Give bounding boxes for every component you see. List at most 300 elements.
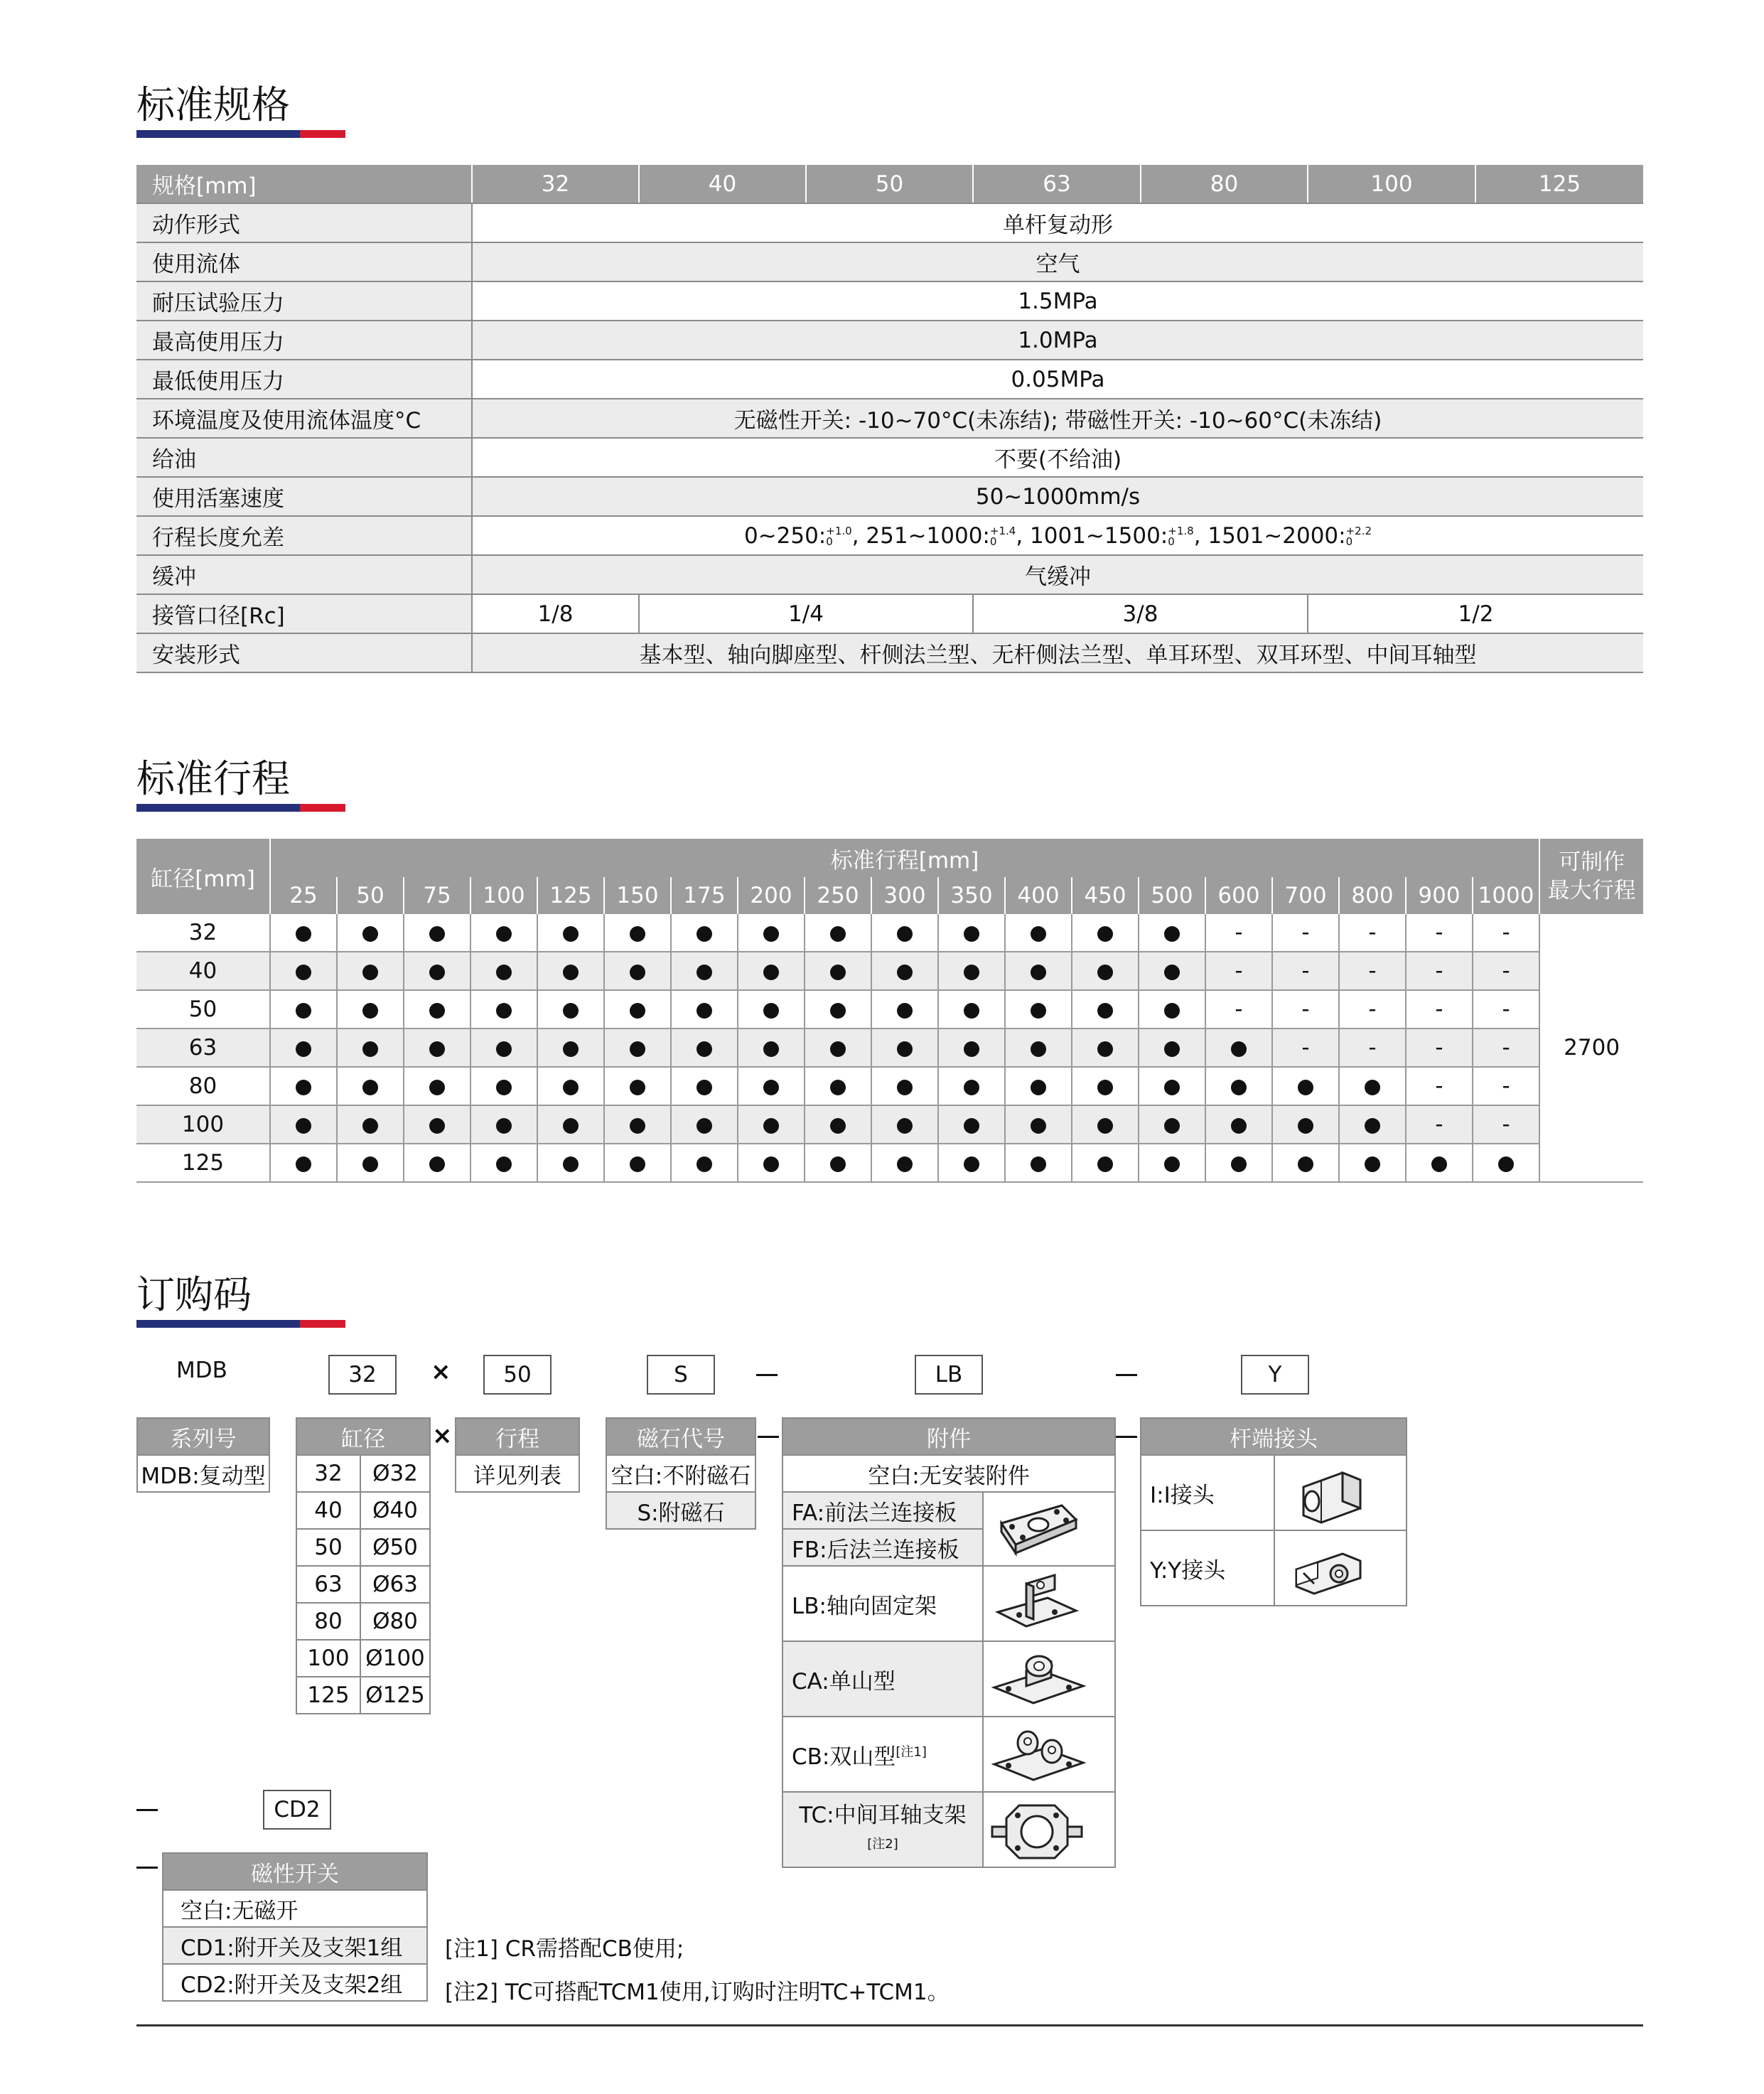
bore-code: 63 bbox=[296, 1566, 360, 1603]
stroke-available-dot bbox=[337, 1105, 404, 1144]
stroke-available-dot bbox=[604, 952, 671, 990]
stroke-available-dot bbox=[671, 1144, 738, 1182]
dot-icon bbox=[563, 1118, 579, 1134]
stroke-available-dot bbox=[738, 1029, 805, 1067]
port-value: 1/2 bbox=[1308, 594, 1643, 633]
stroke-available-dot bbox=[404, 1029, 470, 1067]
std-stroke-header: 标准行程[mm] bbox=[270, 839, 1539, 877]
dot-icon bbox=[1031, 965, 1046, 980]
spec-label: 安装形式 bbox=[136, 633, 472, 672]
dot-icon bbox=[964, 1156, 979, 1172]
dot-icon bbox=[429, 1118, 445, 1134]
dot-icon bbox=[1097, 1118, 1113, 1134]
stroke-col-header: 100 bbox=[470, 877, 537, 914]
acc-item-label: CB:双山型 bbox=[792, 1744, 896, 1770]
stroke-col-header: 25 bbox=[270, 877, 337, 914]
dot-icon bbox=[1365, 1156, 1380, 1172]
stroke-available-dot bbox=[337, 990, 404, 1029]
spec-row bbox=[136, 633, 1643, 672]
spec-label: 使用活塞速度 bbox=[136, 477, 472, 516]
stroke-available-dot bbox=[537, 952, 604, 990]
dot-icon bbox=[1298, 1156, 1313, 1172]
magnet-row: 空白:不附磁石 bbox=[606, 1455, 755, 1492]
stroke-available-dot bbox=[938, 952, 1005, 990]
acc-blank: 空白:无安装附件 bbox=[782, 1455, 1115, 1492]
stroke-available-dot bbox=[337, 1029, 404, 1067]
dot-icon bbox=[697, 1041, 712, 1057]
dot-icon bbox=[496, 1156, 512, 1172]
switch-row: 空白:无磁开 bbox=[163, 1890, 427, 1927]
stroke-available-dot bbox=[270, 1029, 337, 1067]
switch-row: CD2:附开关及支架2组 bbox=[163, 1964, 427, 2001]
dot-icon bbox=[763, 1156, 779, 1172]
acc-item bbox=[782, 1792, 983, 1867]
tol-lower: 0 bbox=[1168, 535, 1175, 548]
dot-icon bbox=[763, 1003, 779, 1019]
stroke-available-dot bbox=[470, 1029, 537, 1067]
dot-icon bbox=[1164, 965, 1180, 980]
stroke-available-dot bbox=[738, 1144, 805, 1182]
stroke-unavailable: - bbox=[1205, 990, 1272, 1029]
stroke-available-dot bbox=[1473, 1144, 1539, 1182]
dot-icon bbox=[830, 1080, 846, 1095]
stroke-available-dot bbox=[337, 914, 404, 952]
stroke-unavailable: - bbox=[1339, 952, 1406, 990]
stroke-available-dot bbox=[1272, 1067, 1339, 1105]
spec-bore-cell: 125 bbox=[1475, 165, 1643, 203]
stroke-unavailable: - bbox=[1205, 914, 1272, 952]
stroke-available-dot bbox=[604, 1029, 671, 1067]
stroke-available-dot bbox=[604, 914, 671, 952]
stroke-available-dot bbox=[805, 1144, 871, 1182]
dot-icon bbox=[897, 965, 913, 980]
stroke-col-header: 250 bbox=[805, 877, 871, 914]
spec-row bbox=[136, 516, 1643, 555]
stroke-available-dot bbox=[1072, 1067, 1139, 1105]
stroke-available-dot bbox=[604, 1105, 671, 1144]
stroke-available-dot bbox=[470, 1105, 537, 1144]
tol-range: , 1001~1500: bbox=[1016, 522, 1168, 549]
stroke-available-dot bbox=[1205, 1105, 1272, 1144]
dot-icon bbox=[1097, 1080, 1113, 1095]
dot-icon bbox=[362, 1080, 378, 1095]
dot-icon bbox=[763, 1118, 779, 1134]
spec-row bbox=[136, 477, 1643, 516]
foot-bracket-icon bbox=[983, 1566, 1115, 1641]
spec-value: 无磁性开关: -10~70°C(未冻结); 带磁性开关: -10~60°C(未冻结) bbox=[472, 399, 1643, 438]
max-header-line: 最大行程 bbox=[1547, 878, 1636, 903]
stroke-available-dot bbox=[1005, 952, 1072, 990]
tol-lower: 0 bbox=[826, 535, 833, 548]
dot-icon bbox=[1164, 1080, 1180, 1095]
dot-icon bbox=[630, 1003, 645, 1019]
tol-range: , 251~1000: bbox=[851, 522, 990, 549]
stroke-unavailable: - bbox=[1406, 1105, 1473, 1144]
stroke-available-dot bbox=[1005, 1029, 1072, 1067]
dot-icon bbox=[496, 1003, 512, 1019]
spec-value: 单杆复动形 bbox=[472, 203, 1643, 242]
magnet-row: S:附磁石 bbox=[606, 1492, 755, 1529]
dot-icon bbox=[697, 965, 712, 980]
stroke-available-dot bbox=[537, 1067, 604, 1105]
stroke-available-dot bbox=[470, 990, 537, 1029]
order-stroke-value: 详见列表 bbox=[456, 1455, 579, 1492]
bore-code: 125 bbox=[296, 1677, 360, 1714]
spec-row bbox=[136, 594, 1643, 633]
dot-icon bbox=[697, 926, 712, 942]
rod-item: I:I接头 bbox=[1141, 1455, 1274, 1530]
stroke-col-header: 125 bbox=[537, 877, 604, 914]
stroke-available-dot bbox=[404, 952, 470, 990]
acc-dash bbox=[758, 1436, 779, 1438]
spec-label: 接管口径[Rc] bbox=[136, 594, 472, 633]
stroke-col-header: 500 bbox=[1139, 877, 1205, 914]
stroke-col-header: 900 bbox=[1406, 877, 1473, 914]
dot-icon bbox=[1231, 1041, 1247, 1057]
dot-icon bbox=[763, 965, 779, 980]
spec-label: 缓冲 bbox=[136, 555, 472, 594]
magnet-table bbox=[606, 1417, 756, 1530]
acc-note: [注2] bbox=[867, 1836, 898, 1852]
dot-icon bbox=[897, 1041, 913, 1057]
stroke-available-dot bbox=[805, 952, 871, 990]
dot-icon bbox=[763, 926, 779, 942]
stroke-available-dot bbox=[270, 990, 337, 1029]
stroke-unavailable: - bbox=[1339, 990, 1406, 1029]
dot-icon bbox=[362, 926, 378, 942]
spec-label: 给油 bbox=[136, 438, 472, 477]
code-times: × bbox=[431, 1358, 451, 1386]
dot-icon bbox=[1031, 1003, 1046, 1019]
note-1: [注1] CR需搭配CB使用; bbox=[445, 1936, 684, 1962]
stroke-available-dot bbox=[270, 1144, 337, 1182]
dot-icon bbox=[1031, 1156, 1046, 1172]
acc-item: FB:后法兰连接板 bbox=[782, 1529, 983, 1566]
stroke-bore: 80 bbox=[136, 1067, 270, 1105]
stroke-unavailable: - bbox=[1473, 1105, 1539, 1144]
stroke-unavailable: - bbox=[1406, 1067, 1473, 1105]
y-joint-icon bbox=[1274, 1530, 1407, 1606]
stroke-unavailable: - bbox=[1272, 990, 1339, 1029]
stroke-available-dot bbox=[738, 1067, 805, 1105]
dot-icon bbox=[1298, 1118, 1313, 1134]
port-value: 1/8 bbox=[472, 594, 639, 633]
stroke-available-dot bbox=[1139, 1067, 1205, 1105]
stroke-unavailable: - bbox=[1272, 1029, 1339, 1067]
dot-icon bbox=[1031, 1118, 1046, 1134]
stroke-available-dot bbox=[1005, 914, 1072, 952]
dot-icon bbox=[697, 1003, 712, 1019]
dot-icon bbox=[897, 1003, 913, 1019]
dot-icon bbox=[296, 965, 311, 980]
stroke-available-dot bbox=[1139, 1105, 1205, 1144]
dot-icon bbox=[630, 926, 645, 942]
section-underline bbox=[136, 804, 345, 812]
stroke-available-dot bbox=[871, 952, 938, 990]
dot-icon bbox=[1164, 1041, 1180, 1057]
code-stroke-box: 50 bbox=[483, 1355, 552, 1395]
stroke-available-dot bbox=[404, 990, 470, 1029]
stroke-available-dot bbox=[805, 914, 871, 952]
acc-item: FA:前法兰连接板 bbox=[782, 1492, 983, 1529]
dot-icon bbox=[964, 1118, 979, 1134]
dot-icon bbox=[563, 1080, 579, 1095]
stroke-header-row bbox=[136, 839, 1643, 877]
spec-label: 动作形式 bbox=[136, 203, 472, 242]
stroke-available-dot bbox=[537, 1029, 604, 1067]
stroke-col-header: 600 bbox=[1205, 877, 1272, 914]
stroke-col-header: 800 bbox=[1339, 877, 1406, 914]
acc-item: LB:轴向固定架 bbox=[782, 1566, 983, 1641]
series-header: 系列号 bbox=[137, 1418, 269, 1455]
dot-icon bbox=[1031, 1080, 1046, 1095]
stroke-available-dot bbox=[938, 1144, 1005, 1182]
stroke-available-dot bbox=[470, 1144, 537, 1182]
stroke-col-header: 400 bbox=[1005, 877, 1072, 914]
stroke-bore: 125 bbox=[136, 1144, 270, 1182]
code-mount-box: LB bbox=[915, 1355, 983, 1395]
stroke-available-dot bbox=[1005, 1067, 1072, 1105]
dot-icon bbox=[1231, 1156, 1247, 1172]
stroke-row bbox=[136, 914, 1643, 952]
stroke-unavailable: - bbox=[1406, 990, 1473, 1029]
stroke-col-header: 1000 bbox=[1473, 877, 1539, 914]
rod-item: Y:Y接头 bbox=[1141, 1530, 1274, 1606]
stroke-available-dot bbox=[938, 1067, 1005, 1105]
stroke-available-dot bbox=[871, 914, 938, 952]
trunnion-bracket-icon bbox=[983, 1792, 1115, 1867]
stroke-bore: 63 bbox=[136, 1029, 270, 1067]
spec-label: 行程长度允差 bbox=[136, 516, 472, 555]
rod-dash bbox=[1116, 1436, 1137, 1438]
spec-bore-cell: 100 bbox=[1308, 165, 1475, 203]
switch-header: 磁性开关 bbox=[163, 1853, 427, 1890]
stroke-available-dot bbox=[604, 1067, 671, 1105]
dot-icon bbox=[1164, 1118, 1180, 1134]
dot-icon bbox=[296, 1003, 311, 1019]
stroke-unavailable: - bbox=[1406, 914, 1473, 952]
dot-icon bbox=[429, 1080, 445, 1095]
spec-value: 不要(不给油) bbox=[472, 438, 1643, 477]
dot-icon bbox=[697, 1118, 712, 1134]
dot-icon bbox=[830, 1003, 846, 1019]
code-rod-box: Y bbox=[1241, 1355, 1309, 1395]
acc-item-label: TC:中间耳轴支架 bbox=[799, 1802, 967, 1828]
section-title-stroke: 标准行程 bbox=[136, 756, 290, 801]
stroke-available-dot bbox=[537, 1105, 604, 1144]
stroke-available-dot bbox=[537, 914, 604, 952]
dot-icon bbox=[429, 1156, 445, 1172]
tol-upper: +1.8 bbox=[1168, 525, 1194, 537]
series-table bbox=[136, 1417, 270, 1493]
flange-plate-icon bbox=[983, 1492, 1115, 1566]
stroke-available-dot bbox=[1272, 1105, 1339, 1144]
stroke-col-header: 150 bbox=[604, 877, 671, 914]
spec-label: 使用流体 bbox=[136, 242, 472, 281]
stroke-bore: 100 bbox=[136, 1105, 270, 1144]
stroke-available-dot bbox=[1339, 1105, 1406, 1144]
stroke-available-dot bbox=[871, 1144, 938, 1182]
i-joint-icon bbox=[1274, 1455, 1407, 1530]
stroke-unavailable: - bbox=[1205, 952, 1272, 990]
stroke-available-dot bbox=[671, 1067, 738, 1105]
stroke-available-dot bbox=[738, 914, 805, 952]
stroke-available-dot bbox=[1205, 1029, 1272, 1067]
dot-icon bbox=[964, 926, 979, 942]
stroke-available-dot bbox=[270, 952, 337, 990]
dot-icon bbox=[362, 1003, 378, 1019]
spec-label: 耐压试验压力 bbox=[136, 281, 472, 321]
stroke-available-dot bbox=[1005, 1105, 1072, 1144]
dot-icon bbox=[1431, 1156, 1447, 1172]
order-stroke-header: 行程 bbox=[456, 1418, 579, 1455]
code-dash bbox=[756, 1374, 778, 1376]
stroke-available-dot bbox=[938, 1029, 1005, 1067]
bore-code: 80 bbox=[296, 1603, 360, 1640]
stroke-unavailable: - bbox=[1272, 952, 1339, 990]
dot-icon bbox=[964, 1041, 979, 1057]
spec-label: 环境温度及使用流体温度°C bbox=[136, 399, 472, 438]
dot-icon bbox=[296, 1156, 311, 1172]
spec-row bbox=[136, 321, 1643, 360]
bore-dia: Ø100 bbox=[360, 1640, 430, 1677]
spec-row bbox=[136, 438, 1643, 477]
stroke-unavailable: - bbox=[1339, 1029, 1406, 1067]
stroke-available-dot bbox=[671, 990, 738, 1029]
dot-icon bbox=[697, 1156, 712, 1172]
tol-upper: +1.4 bbox=[989, 525, 1016, 537]
stroke-available-dot bbox=[1205, 1144, 1272, 1182]
acc-header: 附件 bbox=[782, 1418, 1115, 1455]
spec-row bbox=[136, 203, 1643, 242]
dot-icon bbox=[897, 926, 913, 942]
spec-row bbox=[136, 360, 1643, 399]
tol-range: 0~250: bbox=[743, 522, 827, 549]
dot-icon bbox=[964, 1080, 979, 1095]
stroke-col-header: 175 bbox=[671, 877, 738, 914]
section-underline bbox=[136, 1320, 345, 1328]
tolerance-value bbox=[472, 516, 1643, 555]
dot-icon bbox=[496, 926, 512, 942]
stroke-bore: 40 bbox=[136, 952, 270, 990]
bore-code: 32 bbox=[296, 1455, 360, 1492]
stroke-unavailable: - bbox=[1406, 952, 1473, 990]
dot-icon bbox=[1097, 926, 1113, 942]
stroke-available-dot bbox=[805, 990, 871, 1029]
stroke-available-dot bbox=[1139, 1029, 1205, 1067]
dot-icon bbox=[563, 965, 579, 980]
acc-item: CA:单山型 bbox=[782, 1641, 983, 1717]
dot-icon bbox=[1097, 1041, 1113, 1057]
dot-icon bbox=[429, 1041, 445, 1057]
stroke-available-dot bbox=[805, 1067, 871, 1105]
bore-dia: Ø32 bbox=[360, 1455, 430, 1492]
stroke-available-dot bbox=[270, 1105, 337, 1144]
dot-icon bbox=[1231, 1118, 1247, 1134]
dot-icon bbox=[630, 1156, 645, 1172]
stroke-available-dot bbox=[337, 1144, 404, 1182]
stroke-available-dot bbox=[671, 952, 738, 990]
series-value: MDB:复动型 bbox=[137, 1455, 269, 1492]
spec-label: 最低使用压力 bbox=[136, 360, 472, 399]
stroke-available-dot bbox=[671, 1029, 738, 1067]
spec-value: 1.0MPa bbox=[472, 321, 1643, 360]
stroke-row bbox=[136, 990, 1643, 1029]
dot-icon bbox=[1164, 926, 1180, 942]
stroke-available-dot bbox=[1072, 1029, 1139, 1067]
dot-icon bbox=[296, 1118, 311, 1134]
dot-icon bbox=[496, 1080, 512, 1095]
dot-icon bbox=[763, 1080, 779, 1095]
stroke-available-dot bbox=[404, 1067, 470, 1105]
dot-icon bbox=[496, 1118, 512, 1134]
dot-icon bbox=[429, 965, 445, 980]
dot-icon bbox=[763, 1041, 779, 1057]
dot-icon bbox=[1365, 1118, 1380, 1134]
rod-end-table bbox=[1140, 1417, 1407, 1606]
stroke-unavailable: - bbox=[1406, 1029, 1473, 1067]
dot-icon bbox=[897, 1118, 913, 1134]
stroke-row bbox=[136, 1067, 1643, 1105]
bottom-rule bbox=[136, 2024, 1643, 2026]
spec-header-label: 规格[mm] bbox=[136, 165, 472, 203]
spec-value: 气缓冲 bbox=[472, 555, 1643, 594]
stroke-bore: 32 bbox=[136, 914, 270, 952]
bore-code: 40 bbox=[296, 1492, 360, 1529]
stroke-available-dot bbox=[1339, 1144, 1406, 1182]
code-series: MDB bbox=[176, 1358, 227, 1383]
dot-icon bbox=[897, 1080, 913, 1095]
dot-icon bbox=[362, 965, 378, 980]
stroke-available-dot bbox=[1139, 914, 1205, 952]
spec-bore-cell: 80 bbox=[1141, 165, 1308, 203]
section-title-spec: 标准规格 bbox=[136, 82, 290, 127]
stroke-available-dot bbox=[738, 952, 805, 990]
stroke-available-dot bbox=[604, 1144, 671, 1182]
spec-row bbox=[136, 281, 1643, 321]
dot-icon bbox=[897, 1156, 913, 1172]
switch-table-dash bbox=[136, 1867, 158, 1869]
dot-icon bbox=[296, 1041, 311, 1057]
stroke-col-header: 75 bbox=[404, 877, 470, 914]
dot-icon bbox=[563, 1156, 579, 1172]
dot-icon bbox=[296, 926, 311, 942]
dot-icon bbox=[496, 1041, 512, 1057]
dot-icon bbox=[563, 1003, 579, 1019]
dot-icon bbox=[1231, 1080, 1247, 1095]
stroke-available-dot bbox=[1205, 1067, 1272, 1105]
stroke-available-dot bbox=[1406, 1144, 1473, 1182]
stroke-col-header: 700 bbox=[1272, 877, 1339, 914]
stroke-available-dot bbox=[871, 1105, 938, 1144]
bore-code: 50 bbox=[296, 1529, 360, 1566]
stroke-available-dot bbox=[470, 952, 537, 990]
dot-icon bbox=[1097, 1003, 1113, 1019]
note-2: [注2] TC可搭配TCM1使用,订购时注明TC+TCM1。 bbox=[445, 1980, 950, 2005]
tol-range: , 1501~2000: bbox=[1193, 522, 1346, 549]
dot-icon bbox=[1164, 1003, 1180, 1019]
dot-icon bbox=[964, 1003, 979, 1019]
stroke-col-header: 200 bbox=[738, 877, 805, 914]
dot-icon bbox=[563, 926, 579, 942]
port-value: 1/4 bbox=[639, 594, 973, 633]
switch-table bbox=[162, 1852, 428, 2002]
dot-icon bbox=[630, 965, 645, 980]
bore-dia: Ø80 bbox=[360, 1603, 430, 1640]
stroke-available-dot bbox=[805, 1105, 871, 1144]
code-switch-box: CD2 bbox=[263, 1790, 331, 1830]
stroke-col-header: 300 bbox=[871, 877, 938, 914]
